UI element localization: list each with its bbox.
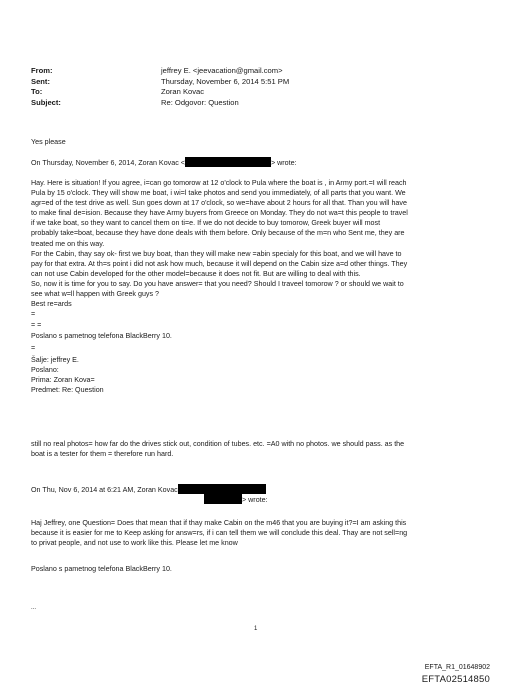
text-line: can not use Cabin developed for the other model=because it does not fit. But are willing to deal with this.	[31, 269, 361, 278]
separator-text: =	[31, 344, 36, 352]
forward-subject: Predmet: Re: Question	[31, 386, 104, 395]
bates-id-2: EFTA02514850	[421, 674, 490, 685]
message-paragraph-1	[31, 178, 483, 319]
signature-1: Poslano s pametnog telefona BlackBerry 10.	[31, 332, 172, 340]
quote-header-2-suffix: > wrote:	[242, 496, 268, 504]
redaction-bar	[204, 494, 242, 504]
quote-header-1-suffix: > wrote:	[270, 159, 297, 167]
quote-header-1-prefix: On Thursday, November 6, 2014, Zoran Kovac <	[31, 159, 185, 167]
message-paragraph-3	[31, 518, 483, 548]
to-value: Zoran Kovac	[161, 87, 205, 97]
to-row	[31, 87, 289, 98]
sent-label: Sent:	[31, 76, 50, 86]
sent-row	[31, 77, 289, 88]
text-line: =	[31, 310, 36, 319]
subject-row	[31, 98, 289, 109]
text-line: Hay. Here is situation! If you agree, i=can go tomorow at 12 o'clock to Pula where the boat is , in Army port.=I will reach	[31, 179, 407, 187]
text-line: if we take boat, so they want to cancel them on ti=e. If we do not decide to buy tomorow, Greek buyer will most	[31, 219, 381, 228]
bates-id-1: EFTA_R1_01648902	[424, 664, 490, 671]
redaction-bar	[185, 157, 271, 167]
signature-2: Poslano s pametnog telefona BlackBerry 10.	[31, 565, 172, 573]
text-line: Haj Jeffrey, one Question= Does that mean that if thay make Cabin on the m46 that you are buying it?=I am asking this	[31, 519, 407, 527]
redaction-bar	[178, 484, 266, 494]
text-line: still no real photos= how far do the drives stick out, condition of tubes. etc. =A0 with no photos. we should pass. as the	[31, 440, 405, 448]
from-label: From:	[31, 66, 53, 75]
forward-to: Prima: Zoran Kova=	[31, 376, 95, 385]
text-line: Best re=ards	[31, 300, 72, 309]
text-line: to privat people, and not use to work like this. Please let me know	[31, 539, 238, 548]
forward-from: Šalje: jeffrey E.	[31, 356, 79, 364]
sent-value: Thursday, November 6, 2014 5:51 PM	[161, 76, 290, 86]
subject-label: Subject:	[31, 97, 61, 107]
quote-header-2-prefix: On Thu, Nov 6, 2014 at 6:21 AM, Zoran Kovac	[31, 486, 178, 494]
text-line: So, now it is time for you to say. Do you have answer= that you need? Should I traveel tomorow ? or should we wait to	[31, 279, 404, 288]
to-label: To:	[31, 87, 43, 97]
text-line: because it is easier for me to Keep asking for answ=rs, if i can tell them we will conclude this deal. Thay are not sell=ng	[31, 529, 408, 538]
quote-header-2-line-2	[204, 494, 294, 505]
forward-sent: Poslano:	[31, 366, 59, 375]
separator-text: = =	[31, 321, 42, 329]
ellipsis-text: ...	[31, 605, 37, 611]
from-row	[31, 66, 289, 77]
text-line: probably take=boat, because they have done deals with them before. Only because of the m=n who Sent me, they are	[31, 229, 405, 238]
quote-header-1	[31, 157, 483, 168]
text-line: For the Cabin, thay say ok- first we buy boat, than they will make new =abin specialy for this boat, and we will have to	[31, 249, 402, 258]
reply-text: Yes please	[31, 138, 66, 146]
from-value: jeffrey E. <jeevacation@gmail.com>	[161, 66, 283, 75]
text-line: boat is a tester for them = therefore run hard.	[31, 450, 174, 459]
email-header	[31, 66, 289, 108]
text-line: pay for that extra. At th=s point i did not ask how much, because it will depend on the Cabin size a=d other things. They	[31, 259, 408, 268]
subject-value: Re: Odgovor: Question	[161, 97, 239, 107]
message-paragraph-2	[31, 439, 483, 459]
text-line: agr=ed of the test drive as well. Sun goes down at 17 o'clock, so we=have about 2 hours for all that. Than you will have	[31, 199, 407, 208]
forward-header	[31, 355, 483, 395]
text-line: see what w=ll happen with Greek guys ?	[31, 290, 160, 299]
text-line: Pula by 15 o'clock. They will show me boat, i wi=l take photos and send you immediately, of all parts that you want. We	[31, 189, 406, 198]
text-line: treated me on this way.	[31, 239, 105, 248]
page-number: 1	[254, 626, 258, 632]
text-line: to make final de=ision. Because they have Army buyers from Greece on Monday. They do not wa=t this people to travel	[31, 209, 408, 218]
